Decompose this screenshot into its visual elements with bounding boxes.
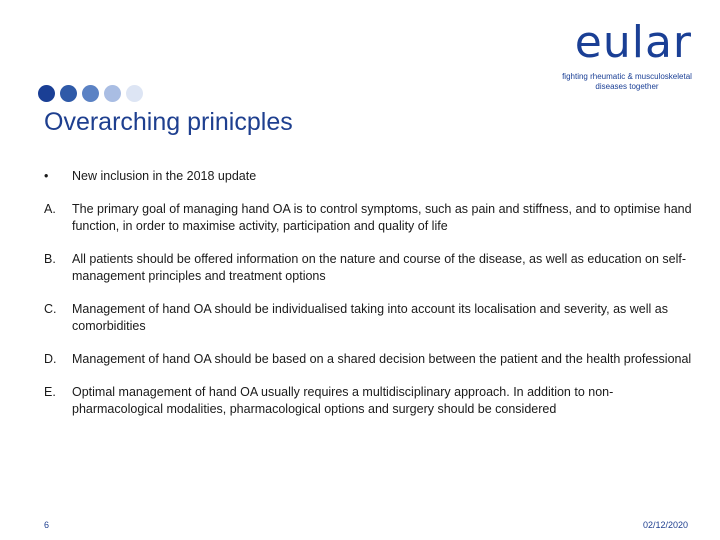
dot-3: [82, 85, 99, 102]
item-marker: E.: [44, 385, 56, 399]
logo-wordmark: eular: [574, 17, 692, 68]
list-item-a: [44, 201, 694, 235]
eular-logo: [562, 17, 692, 92]
slide-title: Overarching prinicples: [44, 108, 293, 136]
item-marker: •: [44, 169, 49, 183]
item-marker: C.: [44, 302, 57, 316]
list-item-d: [44, 351, 694, 368]
item-marker: B.: [44, 252, 56, 266]
item-text: All patients should be offered information on the nature and course of the disease, as well as education on self-management principles and treatment options: [72, 252, 687, 283]
list-item-e: [44, 384, 694, 418]
dot-1: [38, 85, 55, 102]
list-item-c: [44, 301, 694, 335]
list-item-b: [44, 251, 694, 285]
dot-2: [60, 85, 77, 102]
dot-5: [126, 85, 143, 102]
item-marker: D.: [44, 352, 57, 366]
page-number: 6: [44, 520, 50, 530]
logo-tagline-line2: diseases together: [595, 82, 659, 91]
decorative-dots: [38, 85, 143, 102]
item-text: Management of hand OA should be individualised taking into account its localisation and severity, as well as comorbidities: [72, 302, 668, 333]
item-text: Optimal management of hand OA usually requires a multidisciplinary approach. In addition to non-pharmacological modalities, pharmacological options and surgery should be considered: [72, 385, 614, 416]
slide-date: 02/12/2020: [642, 520, 688, 530]
item-text: New inclusion in the 2018 update: [72, 169, 257, 183]
item-marker: A.: [44, 202, 56, 216]
logo-tagline: [562, 72, 692, 92]
item-text: Management of hand OA should be based on a shared decision between the patient and the health professional: [72, 352, 692, 366]
dot-4: [104, 85, 121, 102]
item-text: The primary goal of managing hand OA is to control symptoms, such as pain and stiffness, and to optimise hand function, in order to maximise activity, participation and quality of life: [72, 202, 692, 233]
list-item-bullet: [44, 168, 694, 185]
logo-tagline-line1: fighting rheumatic & musculoskeletal: [562, 72, 692, 81]
principles-list: [44, 168, 694, 434]
